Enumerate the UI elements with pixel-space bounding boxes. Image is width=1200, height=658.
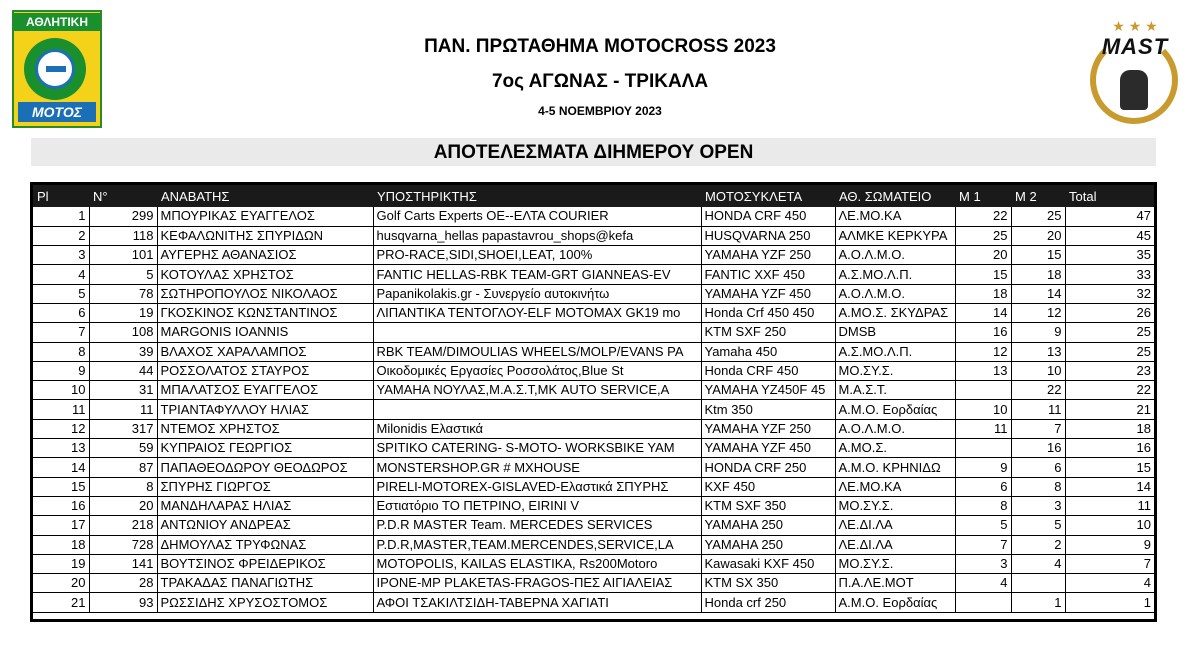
motorcycle-cell: Honda crf 250 xyxy=(701,593,835,612)
moto2-cell: 13 xyxy=(1011,342,1065,361)
motorcycle-cell: FANTIC XXF 450 xyxy=(701,265,835,284)
rider-cell: ΔΗΜΟΥΛΑΣ ΤΡΥΦΩΝΑΣ xyxy=(157,535,373,554)
table-row xyxy=(33,496,1154,515)
rider-cell: ΑΝΤΩΝΙΟΥ ΑΝΔΡΕΑΣ xyxy=(157,516,373,535)
col-moto1-header: M 1 xyxy=(959,188,981,204)
number-cell: 118 xyxy=(89,226,157,245)
results-table-container xyxy=(30,182,1157,622)
club-cell: ΜΟ.ΣΥ.Σ. xyxy=(835,361,955,380)
total-cell: 22 xyxy=(1065,381,1154,400)
number-cell: 59 xyxy=(89,439,157,458)
moto1-cell xyxy=(955,593,1011,612)
moto2-cell: 11 xyxy=(1011,400,1065,419)
moto2-cell: 6 xyxy=(1011,458,1065,477)
place-cell: 17 xyxy=(33,516,89,535)
total-cell: 47 xyxy=(1065,207,1154,226)
number-cell: 44 xyxy=(89,361,157,380)
number-cell: 108 xyxy=(89,323,157,342)
table-row xyxy=(33,593,1154,612)
motorcycle-cell: HUSQVARNA 250 xyxy=(701,226,835,245)
motorcycle-cell: HONDA CRF 450 xyxy=(701,207,835,226)
round-title: 7ος ΑΓΩΝΑΣ - ΤΡΙΚΑΛΑ xyxy=(491,71,709,92)
club-cell: ΛΕ.ΔΙ.ΛΑ xyxy=(835,516,955,535)
moto2-cell: 25 xyxy=(1011,207,1065,226)
number-cell: 299 xyxy=(89,207,157,226)
rider-cell: ΤΡΙΑΝΤΑΦΥΛΛΟΥ ΗΛΙΑΣ xyxy=(157,400,373,419)
club-cell: Μ.Α.Σ.Τ. xyxy=(835,381,955,400)
total-cell: 25 xyxy=(1065,323,1154,342)
moto2-cell: 22 xyxy=(1011,381,1065,400)
sponsor-cell: PRO-RACE,SIDI,SHOEI,LEAT, 100% xyxy=(373,246,701,265)
sponsor-cell: P.D.R MASTER Team. MERCEDES SERVICES xyxy=(373,516,701,535)
table-row xyxy=(33,265,1154,284)
col-total-header: Total xyxy=(1069,188,1097,204)
moto1-cell: 11 xyxy=(955,419,1011,438)
rider-cell: ΜΑΝΔΗΛΑΡΑΣ ΗΛΙΑΣ xyxy=(157,496,373,515)
motorcycle-cell: HONDA CRF 250 xyxy=(701,458,835,477)
place-cell: 10 xyxy=(33,381,89,400)
moto1-cell: 16 xyxy=(955,323,1011,342)
table-row xyxy=(33,342,1154,361)
moto2-cell: 5 xyxy=(1011,516,1065,535)
table-row xyxy=(33,246,1154,265)
moto2-cell: 18 xyxy=(1011,265,1065,284)
moto1-cell: 20 xyxy=(955,246,1011,265)
place-cell: 2 xyxy=(33,226,89,245)
motorcycle-cell: KTM SXF 250 xyxy=(701,323,835,342)
sponsor-cell: Golf Carts Experts ΟΕ--ΕΛΤΑ COURIER xyxy=(373,207,701,226)
club-cell: Α.ΜΟ.Σ. ΣΚΥΔΡΑΣ xyxy=(835,303,955,322)
number-cell: 11 xyxy=(89,400,157,419)
place-cell: 11 xyxy=(33,400,89,419)
moto1-cell: 4 xyxy=(955,574,1011,593)
sponsor-cell: RBK TEAM/DIMOULIAS WHEELS/MOLP/EVANS PA xyxy=(373,342,701,361)
logo-right-stars-icon: ★ ★ ★ xyxy=(1112,18,1158,34)
moto1-cell: 14 xyxy=(955,303,1011,322)
table-row xyxy=(33,516,1154,535)
number-cell: 78 xyxy=(89,284,157,303)
place-cell: 14 xyxy=(33,458,89,477)
sponsor-cell: Papanikolakis.gr - Συνεργείο αυτοκινήτω xyxy=(373,284,701,303)
number-cell: 8 xyxy=(89,477,157,496)
place-cell: 7 xyxy=(33,323,89,342)
col-moto2-header: M 2 xyxy=(1015,188,1037,204)
table-row xyxy=(33,226,1154,245)
club-cell: ΑΛΜΚΕ ΚΕΡΚΥΡΑ xyxy=(835,226,955,245)
total-cell: 9 xyxy=(1065,535,1154,554)
rider-cell: ΡΩΣΣΙΔΗΣ ΧΡΥΣΟΣΤΟΜΟΣ xyxy=(157,593,373,612)
motorcycle-cell: KXF 450 xyxy=(701,477,835,496)
place-cell: 3 xyxy=(33,246,89,265)
moto2-cell: 1 xyxy=(1011,593,1065,612)
logo-right-text: MAST xyxy=(1101,34,1169,59)
sponsor-cell: MOTOPOLIS, KAILAS ELASTIKA, Rs200Motoro xyxy=(373,554,701,573)
sponsor-cell: SPITIKO CATERING- S-MOTO- WORKSBIKE YAM xyxy=(373,439,701,458)
motorcycle-cell: Honda CRF 450 xyxy=(701,361,835,380)
club-cell: Α.Ο.Λ.Μ.Ο. xyxy=(835,246,955,265)
sponsor-cell: IPONE-MP PLAKETAS-FRAGOS-ΠΕΣ ΑΙΓΙΑΛΕΙΑΣ xyxy=(373,574,701,593)
place-cell: 15 xyxy=(33,477,89,496)
total-cell: 23 xyxy=(1065,361,1154,380)
moto1-cell xyxy=(955,381,1011,400)
motorcycle-cell: Ktm 350 xyxy=(701,400,835,419)
sponsor-cell: FANTIC HELLAS-RBK TEAM-GRT GIANNEAS-EV xyxy=(373,265,701,284)
logo-left-emblem-icon xyxy=(24,38,86,100)
col-club-header: ΑΘ. ΣΩΜΑΤΕΙΟ xyxy=(839,188,932,204)
rider-cell: ΓΚΟΣΚΙΝΟΣ ΚΩΝΣΤΑΝΤΙΝΟΣ xyxy=(157,303,373,322)
motorcycle-cell: YAMAHA YZF 250 xyxy=(701,419,835,438)
rider-cell: ΜΠΑΛΑΤΣΟΣ ΕΥΑΓΓΕΛΟΣ xyxy=(157,381,373,400)
table-row xyxy=(33,458,1154,477)
moto1-cell: 12 xyxy=(955,342,1011,361)
number-cell: 101 xyxy=(89,246,157,265)
table-body xyxy=(33,207,1154,612)
sponsor-cell: husqvarna_hellas papastavrou_shops@kefa xyxy=(373,226,701,245)
number-cell: 317 xyxy=(89,419,157,438)
moto2-cell: 12 xyxy=(1011,303,1065,322)
moto1-cell: 5 xyxy=(955,516,1011,535)
moto2-cell: 20 xyxy=(1011,226,1065,245)
place-cell: 19 xyxy=(33,554,89,573)
place-cell: 9 xyxy=(33,361,89,380)
club-cell: ΛΕ.ΜΟ.ΚΑ xyxy=(835,477,955,496)
moto1-cell: 18 xyxy=(955,284,1011,303)
rider-cell: MARGONIS IOANNIS xyxy=(157,323,373,342)
moto2-cell: 10 xyxy=(1011,361,1065,380)
table-row xyxy=(33,477,1154,496)
total-cell: 7 xyxy=(1065,554,1154,573)
motorcycle-cell: YAMAHA YZF 450 xyxy=(701,284,835,303)
total-cell: 33 xyxy=(1065,265,1154,284)
table-row xyxy=(33,361,1154,380)
number-cell: 39 xyxy=(89,342,157,361)
total-cell: 11 xyxy=(1065,496,1154,515)
moto1-cell: 6 xyxy=(955,477,1011,496)
motorcycle-cell: KTM SX 350 xyxy=(701,574,835,593)
total-cell: 14 xyxy=(1065,477,1154,496)
club-cell: Α.Μ.Ο. ΚΡΗΝΙΔΩ xyxy=(835,458,955,477)
club-cell: ΜΟ.ΣΥ.Σ. xyxy=(835,496,955,515)
motorcycle-cell: YAMAHA 250 xyxy=(701,516,835,535)
table-row xyxy=(33,439,1154,458)
club-cell: Α.Ο.Λ.Μ.Ο. xyxy=(835,419,955,438)
club-cell: Α.Μ.Ο. Εορδαίας xyxy=(835,400,955,419)
table-header-row xyxy=(33,185,1154,207)
logo-athlitiki-motos xyxy=(12,10,102,128)
place-cell: 21 xyxy=(33,593,89,612)
rider-cell: ΒΟΥΤΣΙΝΟΣ ΦΡΕΙΔΕΡΙΚΟΣ xyxy=(157,554,373,573)
sponsor-cell: Milonidis Ελαστικά xyxy=(373,419,701,438)
place-cell: 13 xyxy=(33,439,89,458)
club-cell: ΜΟ.ΣΥ.Σ. xyxy=(835,554,955,573)
number-cell: 87 xyxy=(89,458,157,477)
number-cell: 93 xyxy=(89,593,157,612)
moto1-cell: 13 xyxy=(955,361,1011,380)
number-cell: 141 xyxy=(89,554,157,573)
total-cell: 21 xyxy=(1065,400,1154,419)
total-cell: 25 xyxy=(1065,342,1154,361)
table-row xyxy=(33,284,1154,303)
place-cell: 1 xyxy=(33,207,89,226)
moto1-cell: 22 xyxy=(955,207,1011,226)
club-cell: Π.Α.ΛΕ.ΜΟΤ xyxy=(835,574,955,593)
table-row xyxy=(33,574,1154,593)
col-place-header: Pl xyxy=(37,188,49,204)
sponsor-cell: YAMAHA ΝΟΥΛΑΣ,Μ.Α.Σ.Τ,ΜΚ AUTO SERVICE,A xyxy=(373,381,701,400)
rider-cell: ΚΥΠΡΑΙΟΣ ΓΕΩΡΓΙΟΣ xyxy=(157,439,373,458)
club-cell: Α.ΜΟ.Σ. xyxy=(835,439,955,458)
club-cell: Α.Σ.ΜΟ.Λ.Π. xyxy=(835,265,955,284)
club-cell: Α.Ο.Λ.Μ.Ο. xyxy=(835,284,955,303)
total-cell: 16 xyxy=(1065,439,1154,458)
moto2-cell: 16 xyxy=(1011,439,1065,458)
place-cell: 4 xyxy=(33,265,89,284)
col-rider-header: ΑΝΑΒΑΤΗΣ xyxy=(161,188,230,204)
number-cell: 28 xyxy=(89,574,157,593)
moto2-cell: 9 xyxy=(1011,323,1065,342)
moto2-cell: 2 xyxy=(1011,535,1065,554)
club-cell: Α.Μ.Ο. Εορδαίας xyxy=(835,593,955,612)
total-cell: 4 xyxy=(1065,574,1154,593)
col-number-header: N° xyxy=(93,188,108,204)
event-dates: 4-5 ΝΟΕΜΒΡΙΟΥ 2023 xyxy=(538,104,662,118)
moto2-cell: 14 xyxy=(1011,284,1065,303)
motorcycle-cell: YAMAHA YZF 450 xyxy=(701,439,835,458)
moto2-cell xyxy=(1011,574,1065,593)
place-cell: 6 xyxy=(33,303,89,322)
sponsor-cell: PIRELI-MOTOREX-GISLAVED-Ελαστικά ΣΠΥΡΗΣ xyxy=(373,477,701,496)
number-cell: 19 xyxy=(89,303,157,322)
total-cell: 15 xyxy=(1065,458,1154,477)
rider-cell: ΚΟΤΟΥΛΑΣ ΧΡΗΣΤΟΣ xyxy=(157,265,373,284)
club-cell: Α.Σ.ΜΟ.Λ.Π. xyxy=(835,342,955,361)
motorcycle-cell: Honda Crf 450 450 xyxy=(701,303,835,322)
moto2-cell: 4 xyxy=(1011,554,1065,573)
moto1-cell: 10 xyxy=(955,400,1011,419)
moto1-cell: 25 xyxy=(955,226,1011,245)
total-cell: 18 xyxy=(1065,419,1154,438)
rider-cell: ΑΥΓΕΡΗΣ ΑΘΑΝΑΣΙΟΣ xyxy=(157,246,373,265)
results-table xyxy=(33,185,1154,613)
logo-left-bottom-text: ΜΟΤΟΣ xyxy=(18,102,96,122)
total-cell: 35 xyxy=(1065,246,1154,265)
logo-left-top-text: ΑΘΛΗΤΙΚΗ xyxy=(14,13,100,31)
table-row xyxy=(33,323,1154,342)
rider-cell: ΡΟΣΣΟΛΑΤΟΣ ΣΤΑΥΡΟΣ xyxy=(157,361,373,380)
moto2-cell: 3 xyxy=(1011,496,1065,515)
sponsor-cell: MONSTERSHOP.GR # MXHOUSE xyxy=(373,458,701,477)
moto2-cell: 15 xyxy=(1011,246,1065,265)
sponsor-cell: ΛΙΠΑΝΤΙΚΑ ΤΕΝΤΟΓΛΟΥ-ELF MOTOMAX GK19 mo xyxy=(373,303,701,322)
motorcycle-cell: YAMAHA YZ450F 45 xyxy=(701,381,835,400)
total-cell: 45 xyxy=(1065,226,1154,245)
moto1-cell: 8 xyxy=(955,496,1011,515)
sponsor-cell xyxy=(373,400,701,419)
moto2-cell: 7 xyxy=(1011,419,1065,438)
place-cell: 18 xyxy=(33,535,89,554)
moto1-cell xyxy=(955,439,1011,458)
rider-cell: ΣΠΥΡΗΣ ΓΙΩΡΓΟΣ xyxy=(157,477,373,496)
rider-cell: ΣΩΤΗΡΟΠΟΥΛΟΣ ΝΙΚΟΛΑΟΣ xyxy=(157,284,373,303)
club-cell: DMSB xyxy=(835,323,955,342)
place-cell: 20 xyxy=(33,574,89,593)
moto1-cell: 7 xyxy=(955,535,1011,554)
sponsor-cell: Οικοδομικές Εργασίες Ροσσολάτος,Blue St xyxy=(373,361,701,380)
total-cell: 26 xyxy=(1065,303,1154,322)
sponsor-cell: Εστιατόριο ΤΟ ΠΕΤΡΙΝΟ, EIRINI V xyxy=(373,496,701,515)
rider-cell: ΤΡΑΚΑΔΑΣ ΠΑΝΑΓΙΩΤΗΣ xyxy=(157,574,373,593)
col-sponsor-header: ΥΠΟΣΤΗΡΙΚΤΗΣ xyxy=(377,188,477,204)
championship-title: ΠΑΝ. ΠΡΩΤΑΘΗΜΑ MOTOCROSS 2023 xyxy=(424,36,776,57)
results-banner: ΑΠΟΤΕΛΕΣΜΑΤΑ ΔΙΗΜΕΡΟΥ OPEN xyxy=(31,138,1156,166)
total-cell: 10 xyxy=(1065,516,1154,535)
total-cell: 32 xyxy=(1065,284,1154,303)
motorcycle-cell: KTM SXF 350 xyxy=(701,496,835,515)
rider-cell: ΜΠΟΥΡΙΚΑΣ ΕΥΑΓΓΕΛΟΣ xyxy=(157,207,373,226)
place-cell: 16 xyxy=(33,496,89,515)
table-row xyxy=(33,400,1154,419)
col-motorcycle-header: ΜΟΤΟΣΥΚΛΕΤΑ xyxy=(705,188,803,204)
moto1-cell: 9 xyxy=(955,458,1011,477)
logo-right-rider-icon xyxy=(1120,70,1148,110)
logo-mast xyxy=(1086,18,1184,124)
sponsor-cell: P.D.R,MASTER,TEAM.MERCENDES,SERVICE,LA xyxy=(373,535,701,554)
rider-cell: ΠΑΠΑΘΕΟΔΩΡΟΥ ΘΕΟΔΩΡΟΣ xyxy=(157,458,373,477)
sponsor-cell xyxy=(373,323,701,342)
motorcycle-cell: Yamaha 450 xyxy=(701,342,835,361)
table-row xyxy=(33,207,1154,226)
club-cell: ΛΕ.ΔΙ.ΛΑ xyxy=(835,535,955,554)
number-cell: 728 xyxy=(89,535,157,554)
club-cell: ΛΕ.ΜΟ.ΚΑ xyxy=(835,207,955,226)
table-row xyxy=(33,303,1154,322)
table-row xyxy=(33,419,1154,438)
number-cell: 20 xyxy=(89,496,157,515)
motorcycle-cell: YAMAHA 250 xyxy=(701,535,835,554)
rider-cell: ΒΛΑΧΟΣ ΧΑΡΑΛΑΜΠΟΣ xyxy=(157,342,373,361)
rider-cell: ΝΤΕΜΟΣ ΧΡΗΣΤΟΣ xyxy=(157,419,373,438)
number-cell: 218 xyxy=(89,516,157,535)
sponsor-cell: ΑΦΟΙ ΤΣΑΚΙΛΤΣΙΔΗ-ΤΑΒΕΡΝΑ ΧΑΓΙΑΤΙ xyxy=(373,593,701,612)
motorcycle-cell: Kawasaki KXF 450 xyxy=(701,554,835,573)
total-cell: 1 xyxy=(1065,593,1154,612)
moto1-cell: 3 xyxy=(955,554,1011,573)
moto1-cell: 15 xyxy=(955,265,1011,284)
place-cell: 12 xyxy=(33,419,89,438)
place-cell: 8 xyxy=(33,342,89,361)
rider-cell: ΚΕΦΑΛΩΝΙΤΗΣ ΣΠΥΡΙΔΩΝ xyxy=(157,226,373,245)
number-cell: 31 xyxy=(89,381,157,400)
moto2-cell: 8 xyxy=(1011,477,1065,496)
place-cell: 5 xyxy=(33,284,89,303)
motorcycle-cell: YAMAHA YZF 250 xyxy=(701,246,835,265)
table-row xyxy=(33,535,1154,554)
table-row xyxy=(33,381,1154,400)
number-cell: 5 xyxy=(89,265,157,284)
table-row xyxy=(33,554,1154,573)
